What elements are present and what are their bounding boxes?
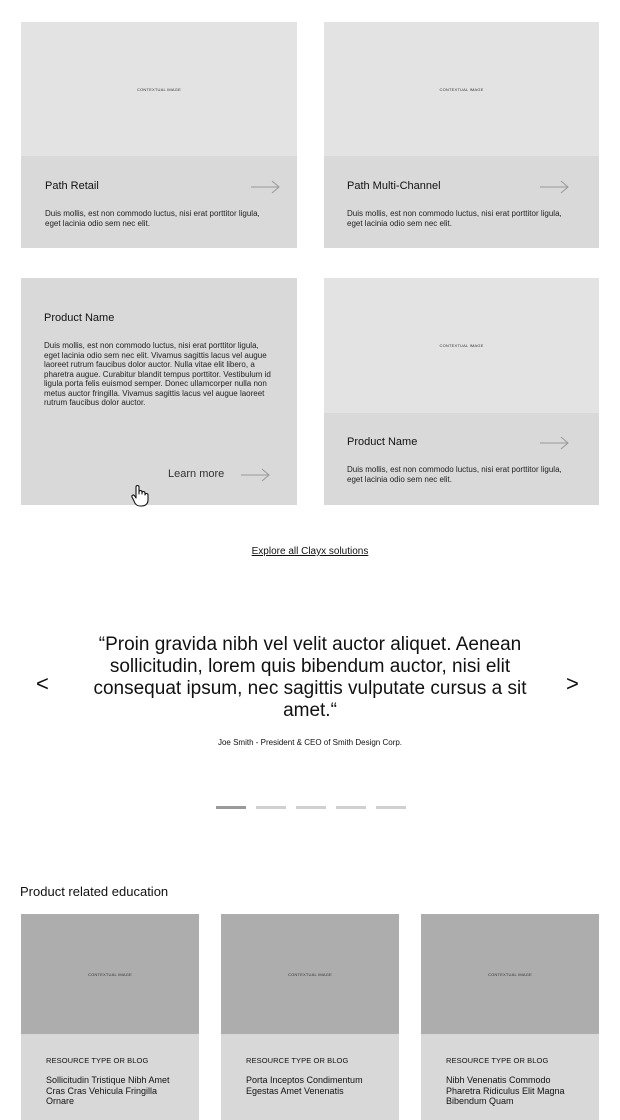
card-description: Duis mollis, est non commodo luctus, nisi erat porttitor ligula, eget lacinia odio sem nec elit. — [347, 209, 562, 228]
arrow-right-icon[interactable] — [241, 468, 271, 480]
arrow-right-icon[interactable] — [540, 180, 570, 192]
carousel-dot[interactable] — [256, 806, 286, 809]
card-description: Duis mollis, est non commodo luctus, nisi erat porttitor ligula, eget lacinia odio sem nec elit. — [347, 465, 562, 484]
contextual-image — [324, 278, 599, 413]
card-product[interactable] — [324, 278, 599, 505]
card-description: Duis mollis, est non commodo luctus, nisi erat porttitor ligula, eget lacinia odio sem nec elit. Vivamus sagittis lacus vel augue laoreet rutrum faucibus dolor auctor. Nulla vitae elit libero, a pharetra augue. Curabitur blandit tempus porttitor. Vestibulum id ligula porta felis euismod semper. Donec ullamcorper nulla non metus auctor fringilla. Vivamus sagittis lacus vel augue laoreet rutrum faucibus dolor auctor. — [44, 341, 271, 407]
testimonial-quote: “Proin gravida nibh vel velit auctor aliquet. Aenean sollicitudin, lorem quis bibendum auctor, nisi elit consequat ipsum, nec sagittis vulputate cursus a sit amet.“ — [93, 634, 527, 721]
image-placeholder-label: CONTEXTUAL IMAGE — [137, 86, 181, 92]
testimonial-author: Joe Smith - President & CEO of Smith Design Corp. — [217, 738, 403, 747]
carousel-dot[interactable] — [336, 806, 366, 809]
chevron-left-icon: < — [36, 671, 49, 696]
carousel-next-button[interactable] — [566, 671, 586, 697]
carousel-dot[interactable] — [376, 806, 406, 809]
image-placeholder-label: CONTEXTUAL IMAGE — [288, 971, 332, 977]
carousel-pagination — [216, 806, 406, 809]
education-card[interactable] — [221, 914, 399, 1120]
image-placeholder-label: CONTEXTUAL IMAGE — [488, 971, 532, 977]
resource-title: Porta Inceptos Condimentum Egestas Amet Venenatis — [246, 1075, 363, 1096]
education-card[interactable] — [421, 914, 599, 1120]
hand-cursor-icon — [131, 484, 149, 508]
section-title: Product related education — [20, 884, 169, 899]
carousel-prev-button[interactable] — [36, 671, 56, 697]
resource-type-label: RESOURCE TYPE OR BLOG — [246, 1056, 349, 1065]
contextual-image — [21, 914, 199, 1034]
chevron-right-icon: > — [566, 671, 579, 696]
carousel-dot[interactable] — [296, 806, 326, 809]
card-description: Duis mollis, est non commodo luctus, nisi erat porttitor ligula, eget lacinia odio sem nec elit. — [45, 209, 260, 228]
contextual-image — [324, 22, 599, 156]
card-title: Path Multi-Channel — [347, 180, 441, 192]
image-placeholder-label: CONTEXTUAL IMAGE — [88, 971, 132, 977]
contextual-image — [221, 914, 399, 1034]
image-placeholder-label: CONTEXTUAL IMAGE — [439, 86, 484, 92]
resource-type-label: RESOURCE TYPE OR BLOG — [446, 1056, 549, 1065]
card-path-multichannel[interactable] — [324, 22, 599, 248]
resource-type-label: RESOURCE TYPE OR BLOG — [46, 1056, 149, 1065]
contextual-image — [21, 22, 297, 156]
resource-title: Nibh Venenatis Commodo Pharetra Ridiculus Elit Magna Bibendum Quam — [446, 1075, 565, 1106]
contextual-image — [421, 914, 599, 1034]
explore-solutions-link[interactable]: Explore all Clayx solutions — [251, 546, 369, 557]
card-title: Path Retail — [45, 180, 99, 192]
carousel-dot[interactable] — [216, 806, 246, 809]
resource-title: Sollicitudin Tristique Nibh Amet Cras Cras Vehicula Fringilla Ornare — [46, 1075, 170, 1106]
learn-more-link[interactable]: Learn more — [168, 468, 225, 480]
arrow-right-icon[interactable] — [251, 180, 281, 192]
card-title: Product Name — [44, 312, 115, 324]
card-product-expanded[interactable] — [21, 278, 297, 505]
education-card[interactable] — [21, 914, 199, 1120]
image-placeholder-label: CONTEXTUAL IMAGE — [439, 343, 484, 348]
arrow-right-icon[interactable] — [540, 436, 570, 448]
card-path-retail[interactable] — [21, 22, 297, 248]
card-title: Product Name — [347, 436, 418, 448]
